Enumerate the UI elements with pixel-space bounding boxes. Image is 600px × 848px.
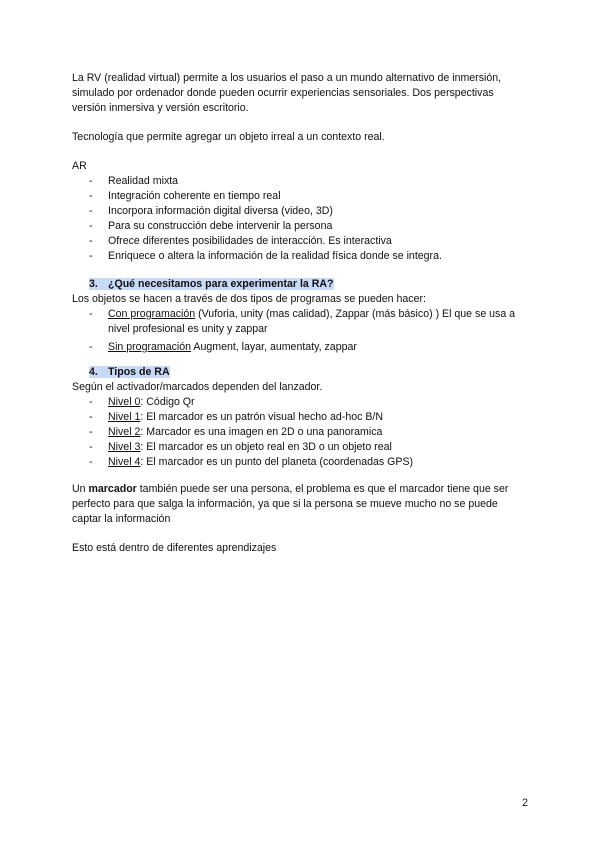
page-number: 2 (522, 797, 528, 809)
list-item: - Integración coherente en tiempo real (72, 189, 528, 204)
section-4-heading: 4. Tipos de RA (89, 366, 170, 378)
list-item: - Nivel 4: El marcador es un punto del planeta (coordenadas GPS) (72, 455, 528, 470)
ar-label: AR (72, 160, 87, 172)
list-item: - Nivel 1: El marcador es un patrón visual hecho ad-hoc B/N (72, 410, 528, 425)
list-item: - Ofrece diferentes posibilidades de interacción. Es interactiva (72, 234, 528, 249)
marker-paragraph: Un marcador también puede ser una persona, el problema es que el marcador tiene que ser perfecto para que salga la información, ya que si la persona se mueve mucho no se puede captar la información (72, 483, 509, 525)
intro-paragraph: La RV (realidad virtual) permite a los usuarios el paso a un mundo alternativo de inmersión, simulado por ordenador donde pueden ocurrir experiencias sensoriales. Dos perspectivas versión inmersiva y versión escritorio. (72, 72, 502, 114)
list-item: - Con programación (Vuforia, unity (mas calidad), Zappar (más básico) ) El que se usa a nivel profesional es unity y zappar (72, 307, 528, 337)
ar-section (72, 159, 528, 264)
closing-paragraph: Esto está dentro de diferentes aprendizajes (72, 542, 277, 554)
section-4-intro: Según el activador/marcados dependen del lanzador. (72, 381, 323, 393)
list-item: - Incorpora información digital diversa (video, 3D) (72, 204, 528, 219)
list-item: - Nivel 3: El marcador es un objeto real en 3D o un objeto real (72, 440, 528, 455)
section-4 (72, 365, 528, 470)
section-3 (72, 277, 528, 355)
ar-list (72, 174, 528, 264)
list-item: - Enriquece o altera la información de la realidad física donde se integra. (72, 249, 528, 264)
tech-paragraph: Tecnología que permite agregar un objeto irreal a un contexto real. (72, 131, 385, 143)
section-3-intro: Los objetos se hacen a través de dos tipos de programas se pueden hacer: (72, 293, 426, 305)
list-item: - Para su construcción debe intervenir la persona (72, 219, 528, 234)
list-item: - Nivel 0: Código Qr (72, 395, 528, 410)
list-item: - Sin programación Augment, layar, aumentaty, zappar (72, 340, 528, 355)
list-item: - Nivel 2: Marcador es una imagen en 2D o una panoramica (72, 425, 528, 440)
section-4-list (72, 395, 528, 470)
list-item: - Realidad mixta (72, 174, 528, 189)
section-3-list (72, 307, 528, 355)
section-3-heading: 3. ¿Qué necesitamos para experimentar la RA? (89, 278, 334, 290)
